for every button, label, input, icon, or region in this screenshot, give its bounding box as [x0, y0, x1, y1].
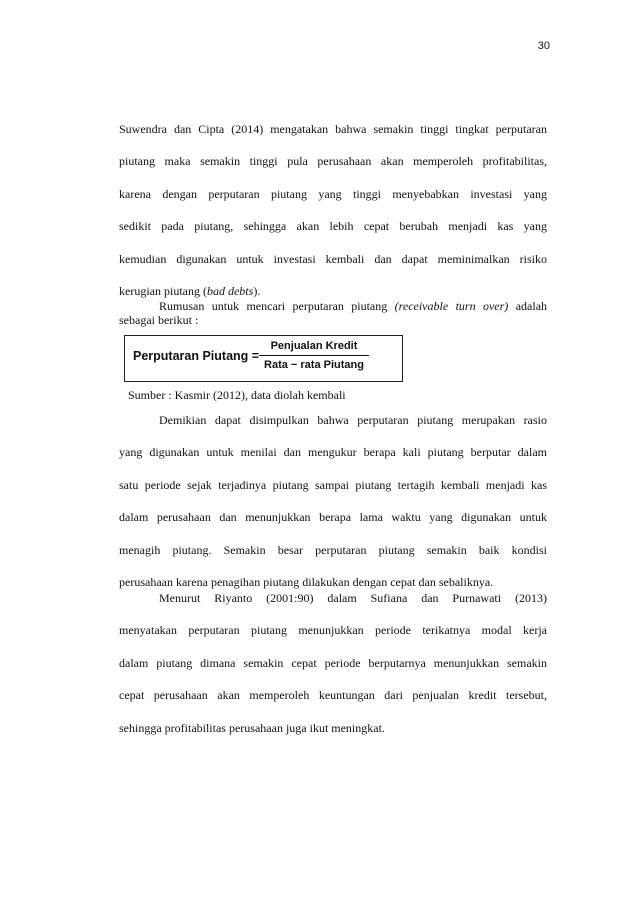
formula-intro [119, 299, 547, 327]
paragraph-line: sehingga profitabilitas perusahaan juga ikut meningkat. [119, 720, 385, 735]
paragraph-line: Menurut Riyanto (2001:90) dalam Sufiana dan Purnawati (2013) [159, 591, 547, 605]
formula-box [124, 335, 403, 382]
paragraph-line: Suwendra dan Cipta (2014) mengatakan bahwa semakin tinggi tingkat perputaran [119, 122, 547, 136]
paragraph-line: kemudian digunakan untuk investasi kembali dan dapat meminimalkan risiko [119, 251, 547, 266]
paragraph-line: menyatakan perputaran piutang menunjukkan periode terikatnya modal kerja [119, 623, 547, 638]
paragraph-line: dalam piutang dimana semakin cepat periode berputarnya menunjukkan semakin [119, 655, 547, 670]
paragraph-line: Demikian dapat disimpulkan bahwa perputaran piutang merupakan rasio [159, 413, 547, 427]
paragraph-line: sedikit pada piutang, sehingga akan lebih cepat berubah menjadi kas yang [119, 219, 547, 234]
paragraph-line: perusahaan karena penagihan piutang dilakukan dengan cepat dan sebaliknya. [119, 574, 494, 589]
page-number: 30 [537, 40, 550, 52]
paragraph-line: piutang maka semakin tinggi pula perusahaan akan memperoleh profitabilitas, [119, 154, 547, 169]
italic-term: (receivable turn over) [394, 299, 509, 313]
paragraph-line: menagih piutang. Semakin besar perputaran piutang semakin baik kondisi [119, 542, 547, 557]
text-run: Rumusan untuk mencari perputaran piutang [159, 299, 395, 313]
intro-line: sebagai berikut : [119, 313, 199, 327]
text-run: adalah [508, 299, 548, 313]
paragraph-line: satu periode sejak terjadinya piutang sampai piutang tertagih kembali menjadi kas [119, 477, 547, 492]
text-run: kerugian piutang ( [119, 283, 207, 298]
intro-line [119, 299, 547, 313]
paragraph-riyanto [119, 591, 547, 753]
text-run: ). [253, 283, 261, 298]
paragraph-suwendra [119, 122, 547, 316]
formula-fraction [259, 339, 369, 372]
formula-denominator: Rata − rata Piutang [264, 359, 364, 371]
paragraph-demikian [119, 413, 547, 607]
source-note: Sumber : Kasmir (2012), data diolah kembali [128, 388, 346, 402]
fraction-bar [259, 355, 369, 356]
paragraph-line: yang digunakan untuk menilai dan mengukur berapa kali piutang berputar dalam [119, 445, 547, 460]
paragraph-line: cepat perusahaan akan memperoleh keuntungan dari penjualan kredit tersebut, [119, 688, 547, 703]
italic-term: bad debts [206, 283, 254, 298]
formula-numerator: Penjualan Kredit [270, 340, 358, 352]
paragraph-line: karena dengan perputaran piutang yang tinggi menyebabkan investasi yang [119, 186, 547, 201]
paragraph-line: dalam perusahaan dan menunjukkan berapa lama waktu yang digunakan untuk [119, 510, 547, 525]
formula-lhs: Perputaran Piutang = [133, 349, 260, 363]
